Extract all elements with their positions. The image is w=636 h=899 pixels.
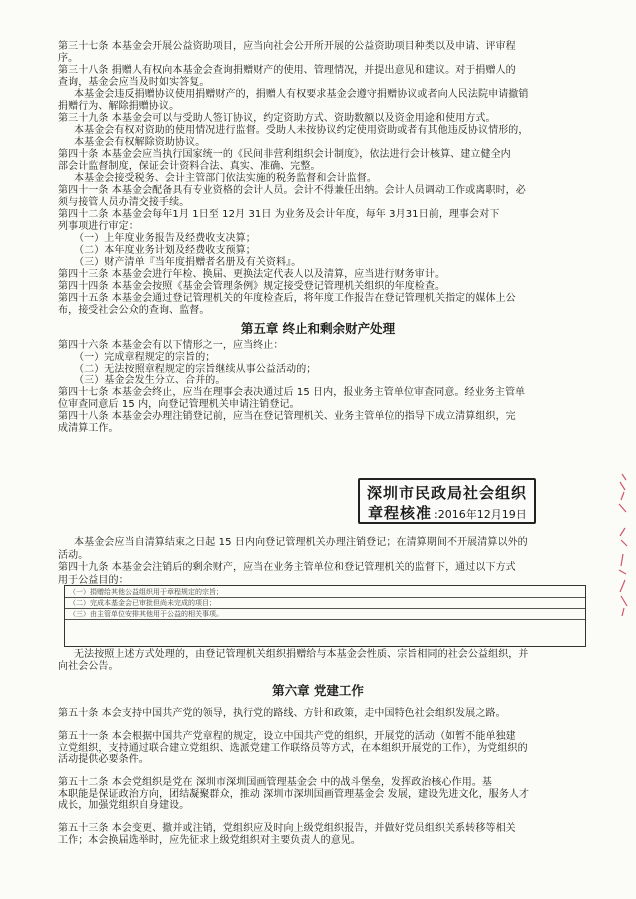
text-line: 第五十三条 本会变更、撤并或注销，党组织应及时向上级党组织报告，并做好党员组织关系转移等相关 [58,823,516,834]
text-line: 本基金会接受税务、会计主管部门依法实施的税务监督和会计监督。 [74,173,377,184]
text-line: 工作；本会换届选举时，应先征求上级党组织对主要负责人的意见。 [58,834,361,846]
text-line: （三）基金会发生分立、合并的。 [74,375,226,387]
text-line: 位审查同意后 15 内，向登记管理机关申请注销登记。 [58,399,300,410]
text-line: 布，接受社会公众的查询、监督。 [58,305,210,316]
text-line: 第三十九条 本基金会可以与受助人签订协议，约定资助方式、资助数额以及资金用途和使用方式。 [58,113,496,124]
text-line: 第四十三条 本基金会进行年检、换届、更换法定代表人以及清算，应当进行财务审计。 [58,269,446,280]
text-line: 向社会公告。 [58,661,119,672]
text-line: 第四十六条 本基金会有以下情形之一，应当终止： [58,340,284,351]
text-line: 第三十七条 本基金会开展公益资助项目，应当向社会公开所开展的公益资助项目种类以及申请、评审程 [58,41,516,52]
stamp-title: 章程核准 [368,504,433,522]
text-line: 序。 [58,53,79,64]
text-line: （一）上年度业务报告及经费收支决算； [74,233,256,244]
text-line: 第五十二条 本会党组织是党在 深圳市深圳国画管理基金会 中的战斗堡垒，发挥政治核心作用。基 [58,777,493,788]
text-line: 第四十条 本基金会应当执行国家统一的《民间非营利组织会计制度》，依法进行会计核算、建立健全内 [58,149,511,160]
text-line: （三）财产清单『当年度捐赠者名册及有关资料』。 [74,257,302,268]
text-line: 本基金会违反捐赠协议使用捐赠财产的，捐赠人有权要求基金会遵守捐赠协议或者向人民法院申请撤销 [74,89,529,100]
chapter-6-heading: 第六章 党建工作 [272,683,364,698]
disposal-method-item: （二）完成本基金会已审批但尚未完成的项目； [69,599,216,607]
approval-stamp [358,478,536,524]
text-line: 第四十五条 本基金会通过登记管理机关的年度检查后，将年度工作报告在登记管理机关指定的媒体上公 [58,293,516,304]
handwritten-signature-icon [612,470,632,620]
text-line: 立党组织，支持通过联合建立党组织、选派党建工作联络员等方式，在本组织开展党的工作），为党组织的 [58,742,528,754]
text-line: 无法按照上述方式处理的，由登记管理机关组织捐赠给与本基金会性质、宗旨相同的社会公益组织，并 [74,649,529,660]
text-line: 活动提供必要条件。 [58,754,149,765]
text-line: 捐赠行为、解除捐赠协议。 [58,101,180,112]
text-line: 本基金会有权解除资助协议。 [74,137,206,148]
stamp-line2 [368,504,527,524]
text-line: 第四十九条 本基金会注销后的剩余财产，应当在业务主管单位和登记管理机关的监督下，通过以下方式 [58,562,516,573]
text-line: 列事项进行审定： [58,221,139,232]
text-line: 用于公益目的： [58,574,129,586]
text-line: 第四十七条 本基金会终止，应当在理事会表决通过后 15 日内，报业务主管单位审查同意。经业务主管单 [58,387,526,399]
text-line: 第四十八条 本基金会办理注销登记前，应当在登记管理机关、业务主管单位的指导下成立清算组织，完 [58,410,516,422]
text-line: 本职能是保证政治方向，团结凝聚群众，推动 深圳市深圳国画管理基金会 发展，建设先进文化，服务人才 [58,788,530,800]
text-line: 须与接管人员办清交接手续。 [58,197,190,208]
disposal-method-item: （三）由主管单位安排其他用于公益的相关事项。 [69,610,223,618]
text-line: 本基金会有权对资助的使用情况进行监督。受助人未按协议约定使用资助或者有其他违反协议情形的， [74,125,529,136]
stamp-line1: 深圳市民政局社会组织 [366,484,527,502]
text-line: 成长，加强党组织自身建设。 [58,800,190,811]
text-line: 第四十四条 本基金会按照《基金会管理条例》规定接受登记管理机关组织的年度检查。 [58,281,446,292]
text-line: 第四十二条 本基金会每年1月 1日至 12月 31日 为业务及会计年度，每年 3月31日前，理事会对下 [58,209,500,220]
text-line: 活动。 [58,549,89,561]
text-line: 第三十八条 捐赠人有权向本基金会查询捐赠财产的使用、管理情况，并提出意见和建议。对于捐赠人的 [58,65,516,76]
stamp-date: :2016年12月19日 [434,508,527,521]
text-line: 本基金会应当自清算结束之日起 15 日内向登记管理机关办理注销登记；在清算期间不开展清算以外的 [74,537,528,548]
text-line: 部会计监督制度，保证会计资料合法、真实、准确、完整。 [58,161,321,172]
disposal-methods-box [64,585,586,647]
text-line: 查询，基金会应当及时如实答复。 [58,77,210,88]
disposal-method-item: （一）捐赠给其他公益组织用于章程规定的宗旨； [69,588,223,596]
text-line: 第五十一条 本会根据中国共产党章程的规定，设立中国共产党的组织，开展党的活动（如暂不能单独建 [58,731,516,742]
text-line: 成清算工作。 [58,422,119,434]
text-line: 第五十条 本会支持中国共产党的领导，执行党的路线、方针和政策，走中国特色社会组织发展之路。 [58,708,506,719]
text-line: （二）本年度业务计划及经费收支预算； [74,245,256,256]
text-line: （二）无法按照章程规定的宗旨继续从事公益活动的； [74,363,317,375]
chapter-5-heading: 第五章 终止和剩余财产处理 [240,321,396,336]
text-line: 第四十一条 本基金会配备具有专业资格的会计人员。会计不得兼任出纳。会计人员调动工作或离职时，必 [58,185,526,196]
text-line: （一）完成章程规定的宗旨的； [74,351,216,363]
